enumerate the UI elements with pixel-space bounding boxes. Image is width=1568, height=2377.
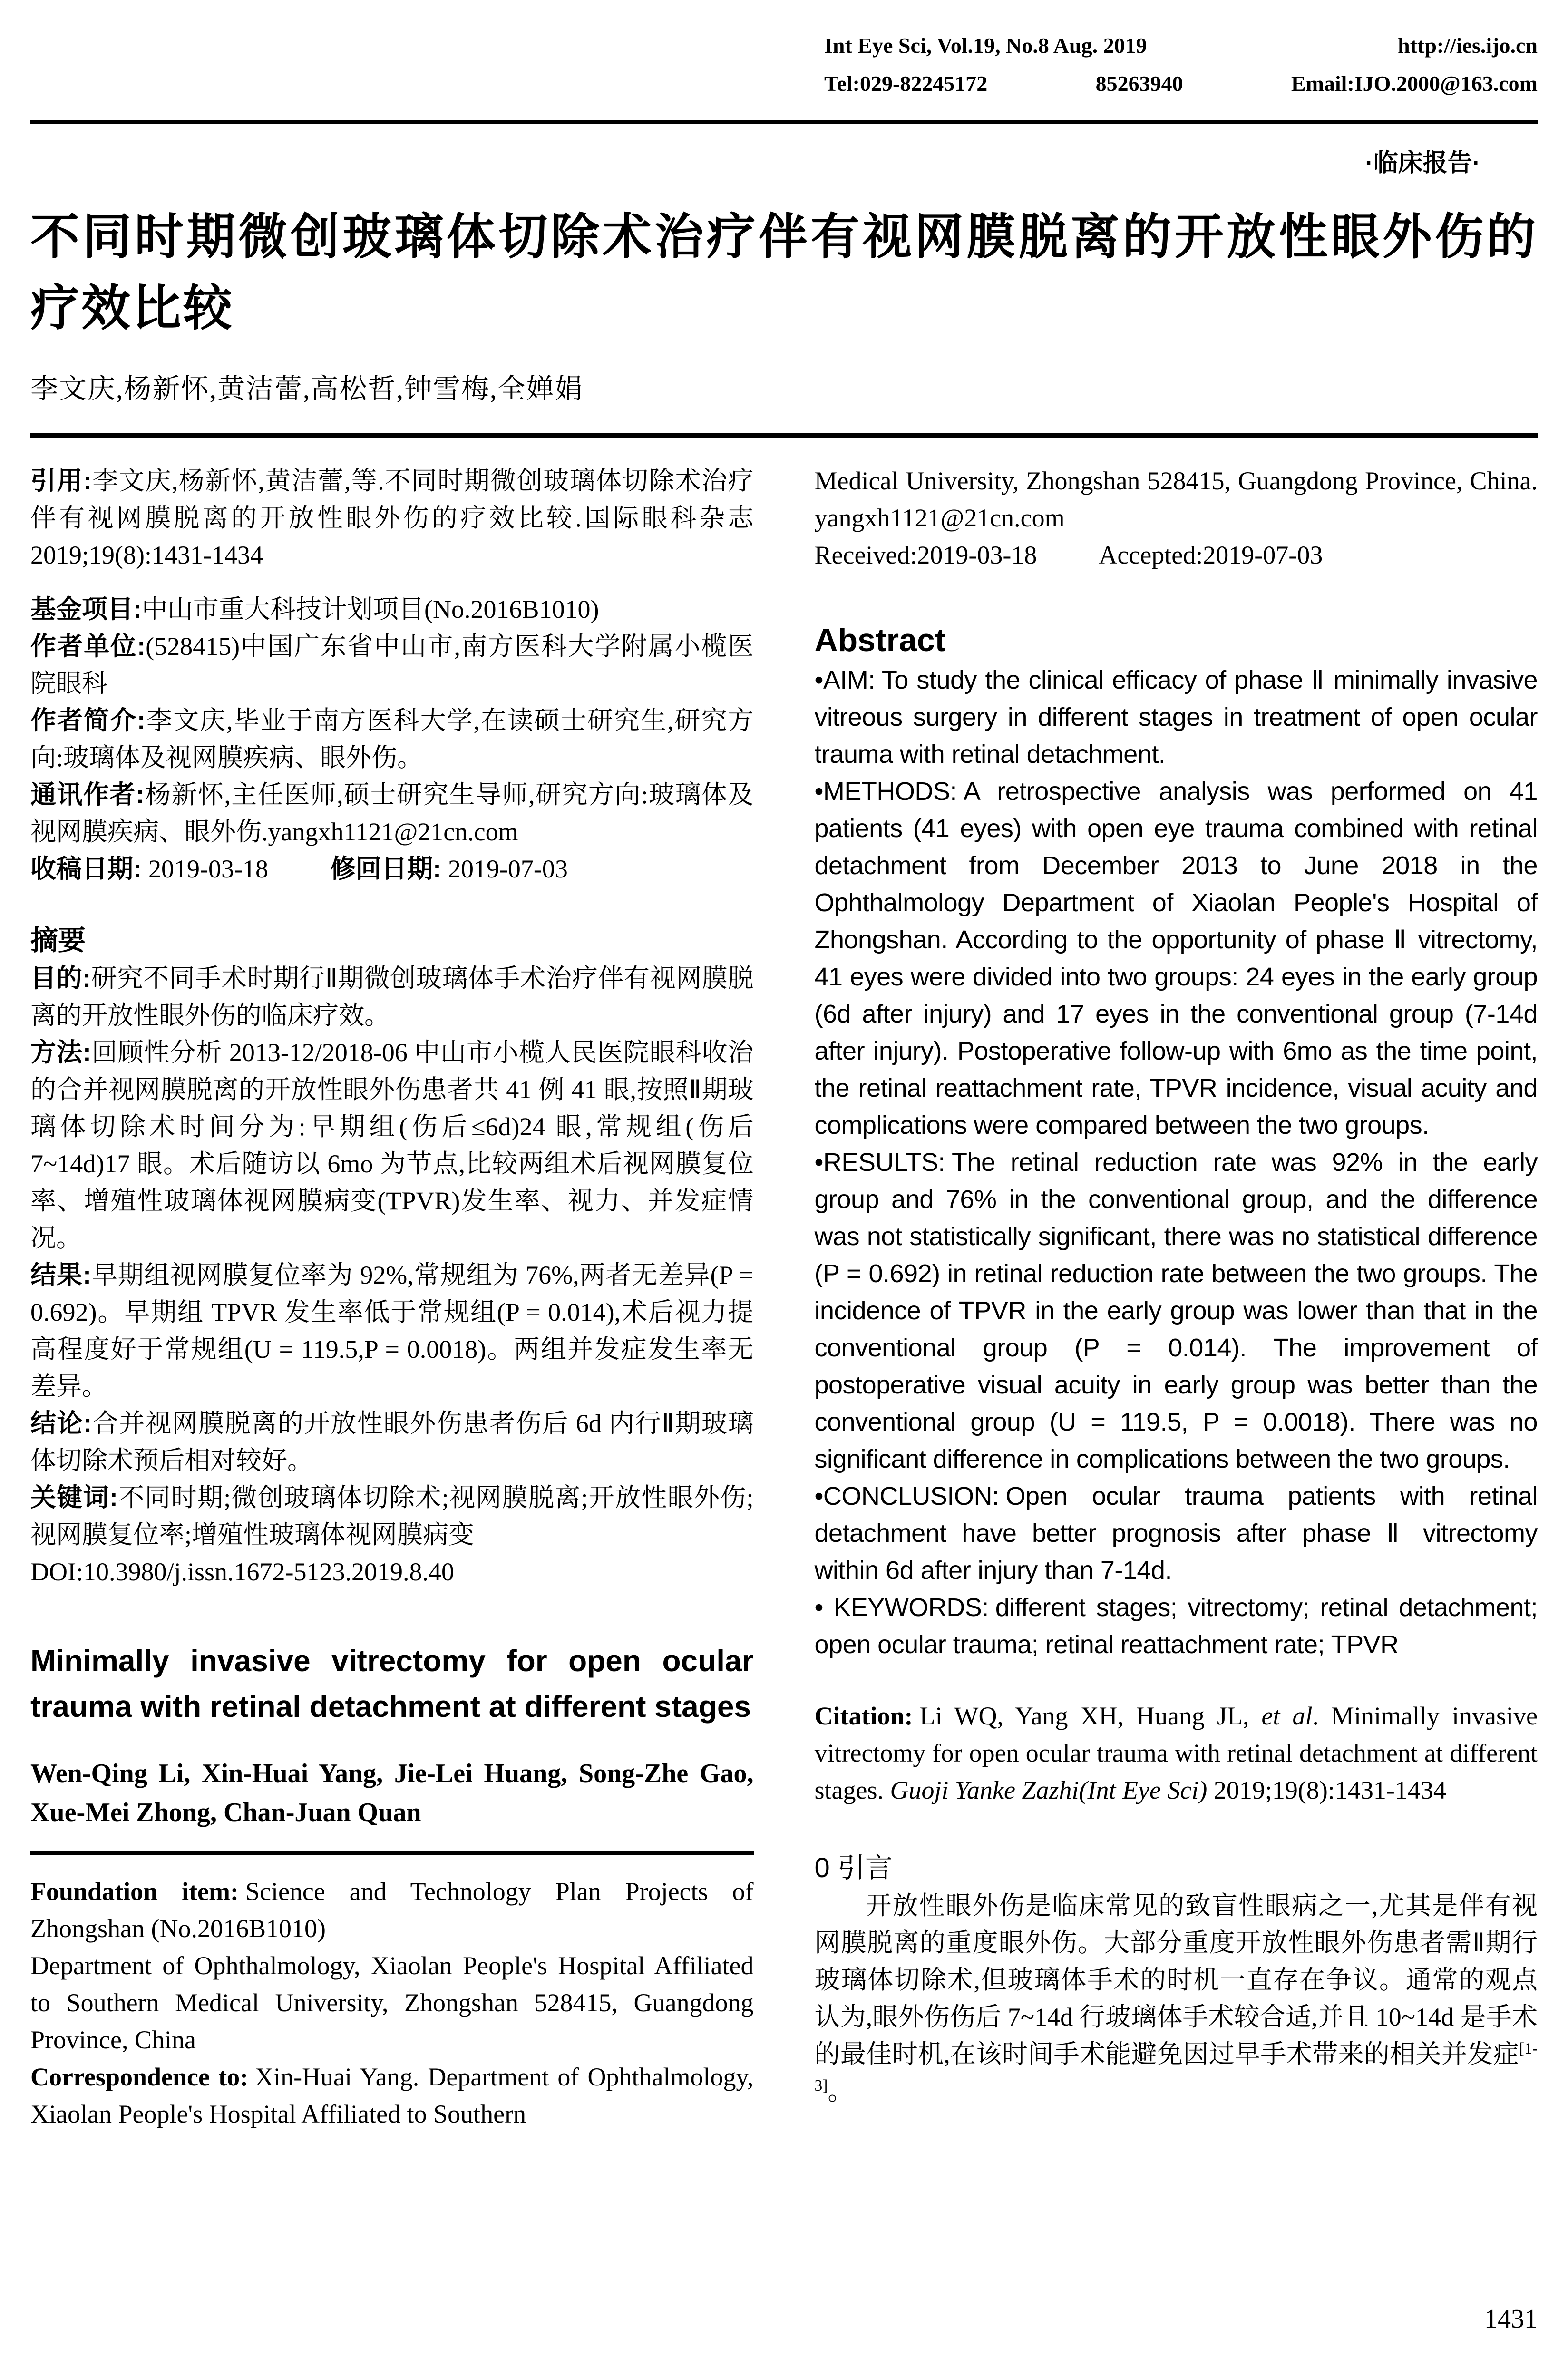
conclusion-zh-text: 合并视网膜脱离的开放性眼外伤患者伤后 6d 内行Ⅱ期玻璃体切除术预后相对较好。 <box>30 1409 754 1475</box>
abstract-heading-zh: 摘要 <box>30 925 86 956</box>
abstract-keywords <box>815 1589 1538 1663</box>
citation-en-pages: 2019;19(8):1431-1434 <box>1207 1776 1446 1804</box>
fund-label: 基金项目: <box>30 595 142 623</box>
citation-zh-label: 引用: <box>30 467 92 495</box>
citation-zh <box>30 462 754 574</box>
correspondence-en-text: Xin-Huai Yang. Department of Ophthalmology, Xiaolan People's Hospital Affiliated to Southern <box>30 2063 754 2128</box>
author-bio <box>30 702 754 776</box>
citation-en-etal: et al <box>1261 1702 1313 1730</box>
affiliation-zh <box>30 628 754 702</box>
abstract-results-label: •RESULTS: <box>814 1148 945 1177</box>
journal-header-line1 <box>824 27 1538 65</box>
methods-zh-text: 回顾性分析 2013-12/2018-06 中山市小榄人民医院眼科收治的合并视网膜脱离的开放性眼外伤患者共 41 例 41 眼,按照Ⅱ期玻璃体切除术时间分为:早期组(伤后≤6d)24 眼,常规组(伤后 7~14d)17 眼。术后随访以 6mo 为节点,比较两组术后视网膜复位率、增殖性玻璃体视网膜病变(TPVR)发生率、视力、并发症情况。 <box>30 1038 754 1252</box>
results-zh <box>30 1257 754 1405</box>
foundation-item-text: Science and Technology Plan Projects of Zhongshan (No.2016B1010) <box>30 1877 754 1943</box>
intro-paragraph <box>815 1887 1538 2110</box>
citation-en-journal: Guoji Yanke Zazhi(Int Eye Sci) <box>890 1776 1208 1804</box>
intro-text: 开放性眼外伤是临床常见的致盲性眼病之一,尤其是伴有视网膜脱离的重度眼外伤。大部分重度开放性眼外伤患者需Ⅱ期行玻璃体切除术,但玻璃体手术的时机一直存在争议。通常的观点认为,眼外伤伤后 7~14d 行玻璃体手术较合适,并且 10~14d 是手术的最佳时机,在该时间手术能避免因过早手术带来的相关并发症 <box>814 1891 1538 2068</box>
aim-zh <box>30 960 754 1034</box>
author-bio-label: 作者简介: <box>30 706 146 735</box>
affiliation-zh-text: (528415)中国广东省中山市,南方医科大学附属小榄医院眼科 <box>30 632 754 698</box>
citation-zh-text: 李文庆,杨新怀,黄洁蕾,等.不同时期微创玻璃体切除术治疗伴有视网膜脱离的开放性眼外伤的疗效比较.国际眼科杂志 2019;19(8):1431-1434 <box>30 467 754 569</box>
citation-en <box>815 1697 1538 1809</box>
received-en-date: 2019-03-18 <box>917 541 1037 569</box>
page-number: 1431 <box>1484 2304 1538 2334</box>
journal-tel: Tel:029-82245172 <box>824 71 988 96</box>
abstract-aim-label: •AIM: <box>814 666 875 694</box>
citation-en-authors: Li WQ, Yang XH, Huang JL, <box>919 1702 1262 1730</box>
intro-heading: 0 引言 <box>814 1852 893 1883</box>
journal-issue-info: Int Eye Sci, Vol.19, No.8 Aug. 2019 <box>824 33 1147 58</box>
footnote-rule <box>30 1851 754 1855</box>
left-column <box>30 462 754 2133</box>
correspondent-zh-text: 杨新怀,主任医师,硕士研究生导师,研究方向:玻璃体及视网膜疾病、眼外伤.yangxh1121@21cn.com <box>30 780 754 846</box>
fund-item <box>30 591 754 628</box>
abstract-aim-text: To study the clinical efficacy of phase Ⅱ minimally invasive vitreous surgery in different stages in treatment of open ocular trauma with retinal detachment. <box>814 666 1538 769</box>
authors-zh: 李文庆,杨新怀,黄洁蕾,高松哲,钟雪梅,全婵娟 <box>30 373 584 404</box>
intro-tail: 。 <box>828 2077 854 2105</box>
keywords-zh <box>30 1479 754 1553</box>
journal-email: Email:IJO.2000@163.com <box>1291 71 1538 96</box>
right-column <box>815 462 1538 2133</box>
keywords-zh-label: 关键词: <box>30 1483 118 1512</box>
fund-text: 中山市重大科技计划项目(No.2016B1010) <box>141 595 599 623</box>
correspondent-zh-label: 通讯作者: <box>30 780 145 809</box>
header-rule <box>30 120 1538 124</box>
received-zh-label: 收稿日期: <box>30 855 142 883</box>
dates-zh <box>30 850 754 887</box>
revised-zh-label: 修回日期: <box>330 855 441 883</box>
abstract-aim <box>815 662 1538 773</box>
abstract-conclusion-label: •CONCLUSION: <box>814 1482 999 1510</box>
accepted-en-date: 2019-07-03 <box>1203 541 1323 569</box>
received-en-label: Received: <box>814 541 917 569</box>
doi-line: DOI:10.3980/j.issn.1672-5123.2019.8.40 <box>30 1558 454 1586</box>
abstract-heading-en: Abstract <box>814 622 946 658</box>
two-column-body <box>30 462 1538 2133</box>
results-zh-text: 早期组视网膜复位率为 92%,常规组为 76%,两者无差异(P = 0.692)。早期组 TPVR 发生率低于常规组(P = 0.014),术后视力提高程度好于常规组(U = 119.5,P = 0.0018)。两组并发症发生率无差异。 <box>30 1261 754 1401</box>
article-title-en: Minimally invasive vitrectomy for open ocular trauma with retinal detachment at different stages <box>30 1644 754 1724</box>
abstract-methods-text: A retrospective analysis was performed on 41 patients (41 eyes) with open eye trauma combined with retinal detachment from December 2013 to June 2018 in the Ophthalmology Department of Xiaolan People's Hospital of Zhongshan. According to the opportunity of phase Ⅱ vitrectomy, 41 eyes were divided into two groups: 24 eyes in the early group (6d after injury) and 17 eyes in the conventional group (7-14d after injury). Postoperative follow-up with 6mo as the time point, the retinal reattachment rate, TPVR incidence, visual acuity and complications were compared between the two groups. <box>814 777 1538 1140</box>
conclusion-zh-label: 结论: <box>30 1409 92 1438</box>
aim-zh-label: 目的: <box>30 964 91 993</box>
aim-zh-text: 研究不同手术时期行Ⅱ期微创玻璃体手术治疗伴有视网膜脱离的开放性眼外伤的临床疗效。 <box>30 964 754 1030</box>
revised-zh-date: 2019-07-03 <box>448 855 568 883</box>
abstract-results-text: The retinal reduction rate was 92% in the early group and 76% in the conventional group, and the difference was not statistically significant, there was no statistical difference (P = 0.692) in retinal reduction rate between the two groups. The incidence of TPVR in the early group was lower than that in the conventional group (P = 0.014). The improvement of postoperative visual acuity in early group was better than the conventional group (U = 119.5, P = 0.0018). There was no significant difference in complications between the two groups. <box>814 1148 1538 1473</box>
citation-en-label: Citation: <box>814 1702 913 1730</box>
affiliation-zh-label: 作者单位: <box>30 632 146 661</box>
abstract-results <box>815 1144 1538 1478</box>
journal-url: http://ies.ijo.cn <box>1398 33 1538 58</box>
correspondence-en-label: Correspondence to: <box>30 2063 249 2091</box>
journal-header-line2 <box>824 65 1538 103</box>
keywords-zh-text: 不同时期;微创玻璃体切除术;视网膜脱离;开放性眼外伤;视网膜复位率;增殖性玻璃体视网膜病变 <box>30 1483 754 1549</box>
foundation-item-en <box>30 1873 754 1947</box>
methods-zh <box>30 1034 754 1257</box>
results-zh-label: 结果: <box>30 1261 91 1289</box>
abstract-keywords-label: • KEYWORDS: <box>814 1593 989 1622</box>
title-rule <box>30 433 1538 438</box>
correspondence-en <box>30 2058 754 2133</box>
abstract-conclusion-text: Open ocular trauma patients with retinal detachment have better prognosis after phase Ⅱ vitrectomy within 6d after injury than 7-14d. <box>814 1482 1538 1585</box>
intro-reference-superscript: [1-3] <box>814 2040 1538 2094</box>
abstract-methods <box>815 773 1538 1144</box>
conclusion-zh <box>30 1405 754 1479</box>
received-zh-date: 2019-03-18 <box>148 855 268 883</box>
author-bio-text: 李文庆,毕业于南方医科大学,在读硕士研究生,研究方向:玻璃体及视网膜疾病、眼外伤。 <box>30 706 754 772</box>
foundation-item-label: Foundation item: <box>30 1877 239 1906</box>
correspondent-zh <box>30 776 754 850</box>
methods-zh-label: 方法: <box>30 1038 91 1067</box>
authors-en: Wen-Qing Li, Xin-Huai Yang, Jie-Lei Huang, Song-Zhe Gao, Xue-Mei Zhong, Chan-Juan Quan <box>30 1759 754 1827</box>
affiliation-en-continued: Medical University, Zhongshan 528415, Guangdong Province, China. yangxh1121@21cn.com <box>814 467 1538 532</box>
abstract-conclusion <box>815 1478 1538 1589</box>
section-tag: ·临床报告· <box>1365 149 1480 177</box>
article-title-zh: 不同时期微创玻璃体切除术治疗伴有视网膜脱离的开放性眼外伤的疗效比较 <box>30 209 1538 335</box>
citation-en-title: . Minimally invasive vitrectomy for open ocular trauma with retinal detachment at different stages. <box>814 1702 1538 1804</box>
accepted-en-label: Accepted: <box>1099 541 1203 569</box>
dates-en <box>815 536 1538 574</box>
journal-header <box>824 27 1538 103</box>
affiliation-en: Department of Ophthalmology, Xiaolan People's Hospital Affiliated to Southern Medical University, Zhongshan 528415, Guangdong Province, China <box>30 1951 754 2054</box>
abstract-keywords-text: different stages; vitrectomy; retinal detachment; open ocular trauma; retinal reattachment rate; TPVR <box>814 1593 1538 1659</box>
journal-tel2: 85263940 <box>1095 71 1183 96</box>
abstract-methods-label: •METHODS: <box>814 777 957 806</box>
